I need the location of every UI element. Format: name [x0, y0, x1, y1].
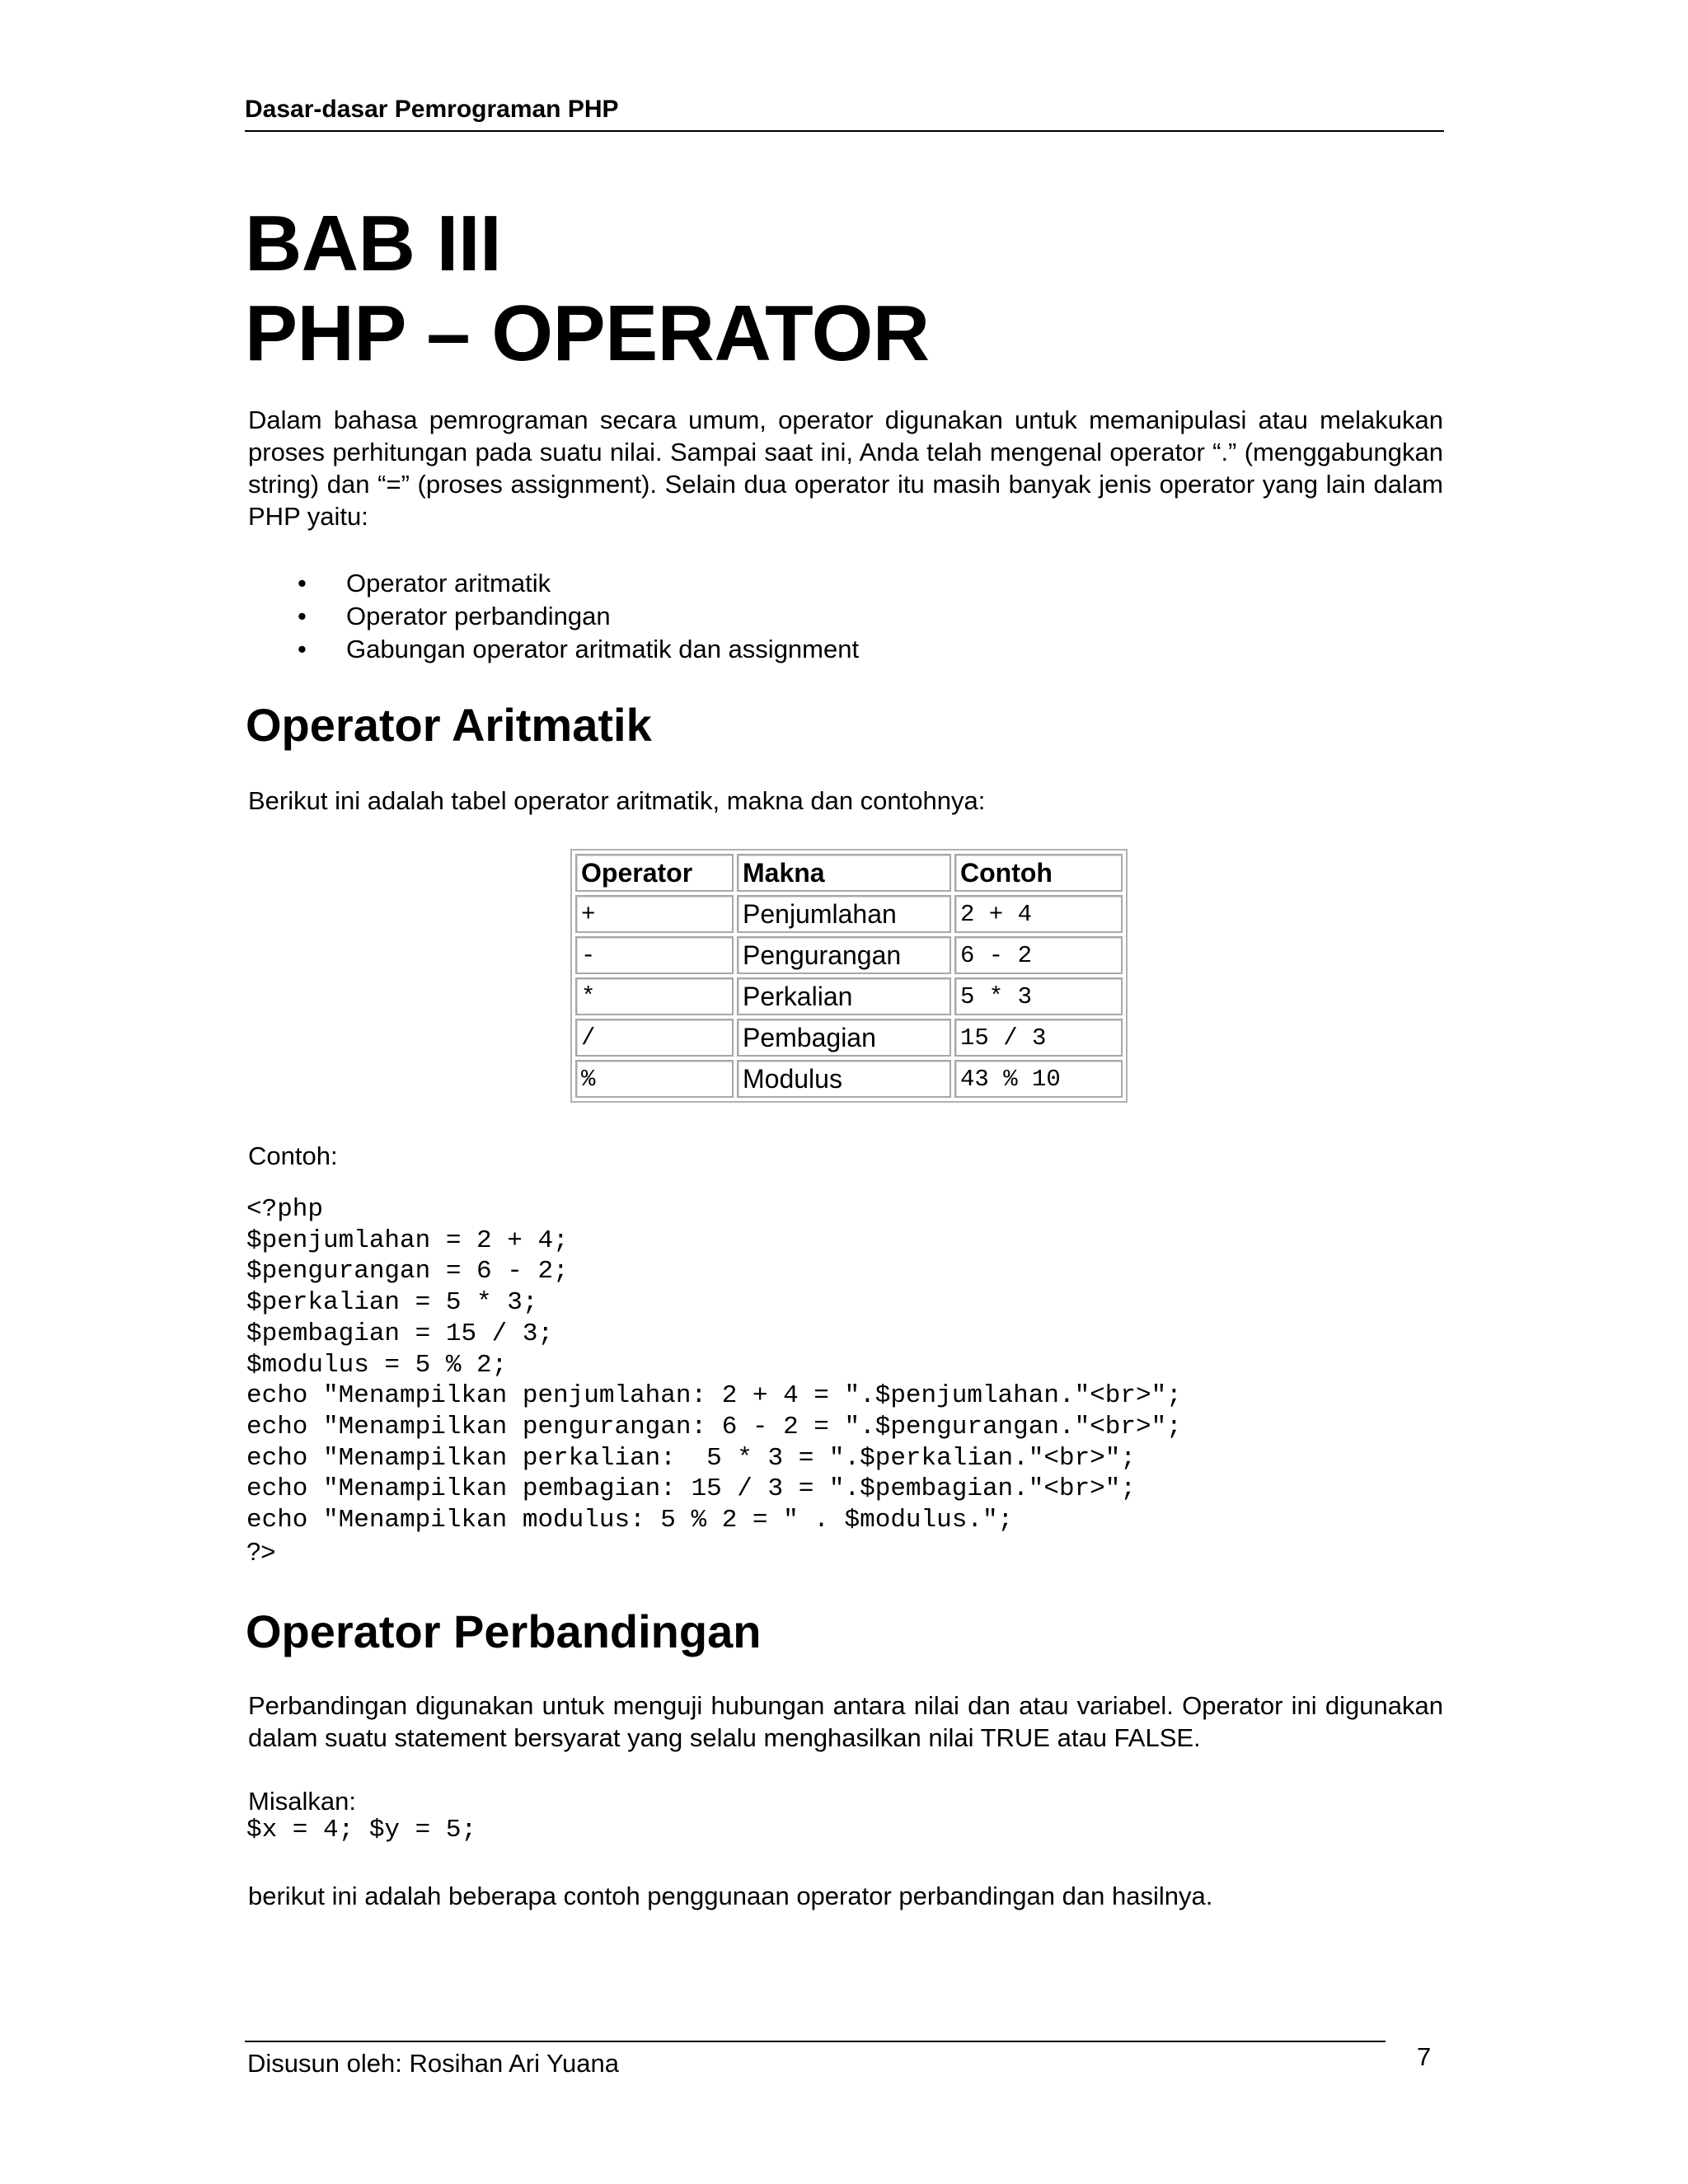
section-heading-perbandingan: Operator Perbandingan [246, 1605, 762, 1657]
table-cell-makna: Modulus [737, 1060, 951, 1098]
table-header-cell: Makna [737, 854, 951, 892]
arithmetic-operator-table [570, 849, 1128, 1103]
running-header: Dasar-dasar Pemrograman PHP [245, 96, 619, 123]
table-header-cell: Operator [575, 854, 734, 892]
operator-type-list [248, 567, 859, 666]
header-rule [245, 130, 1444, 132]
footer-rule [245, 2041, 1386, 2042]
list-item: • Operator perbandingan [248, 600, 859, 633]
list-item: • Operator aritmatik [248, 567, 859, 600]
list-item: • Gabungan operator aritmatik dan assignment [248, 633, 859, 666]
table-cell-makna: Pengurangan [737, 936, 951, 974]
table-row [575, 895, 1123, 933]
table-header-row [575, 854, 1123, 892]
code-closing-tag: ?> [246, 1536, 276, 1566]
bullet-icon: • [298, 569, 307, 598]
table-cell-operator: + [575, 895, 734, 933]
bullet-icon: • [298, 635, 307, 663]
table-cell-operator: / [575, 1019, 734, 1057]
table-cell-operator: - [575, 936, 734, 974]
misalkan-code: $x = 4; $y = 5; [246, 1816, 477, 1844]
table-cell-operator: % [575, 1060, 734, 1098]
table-row [575, 936, 1123, 974]
example-label: Contoh: [248, 1141, 338, 1170]
section-heading-aritmatik: Operator Aritmatik [246, 699, 652, 751]
page-number: 7 [1417, 2042, 1432, 2071]
table-cell-contoh: 43 % 10 [954, 1060, 1123, 1098]
chapter-title: PHP – OPERATOR [245, 289, 930, 377]
php-code-example [246, 1194, 1182, 1569]
table-cell-makna: Pembagian [737, 1019, 951, 1057]
footer-author: Disusun oleh: Rosihan Ari Yuana [247, 2049, 619, 2078]
table-cell-contoh: 15 / 3 [954, 1019, 1123, 1057]
table-cell-contoh: 6 - 2 [954, 936, 1123, 974]
code-body: <?php $penjumlahan = 2 + 4; $pengurangan = 6 - 2; $perkalian = 5 * 3; $pembagian = 15 / 3; $modulus = 5 % 2; echo "Menampilkan penjumlahan: 2 + 4 = ".$penjumlahan."<br>"; echo "Menampilkan pengurangan: 6 - 2 = ".$pengurangan."<br>"; echo "Menampilkan perkalian: 5 * 3 = ".$perkalian."<br>"; echo "Menampilkan pembagian: 15 / 3 = ".$pembagian."<br>"; echo "Menampilkan modulus: 5 % 2 = " . $modulus."; [246, 1195, 1182, 1535]
table-row [575, 1060, 1123, 1098]
table-cell-makna: Penjumlahan [737, 895, 951, 933]
misalkan-label: Misalkan: [248, 1787, 356, 1816]
table-row [575, 1019, 1123, 1057]
table-cell-makna: Perkalian [737, 977, 951, 1015]
table-cell-operator: * [575, 977, 734, 1015]
table-header-cell: Contoh [954, 854, 1123, 892]
table-cell-contoh: 5 * 3 [954, 977, 1123, 1015]
table-cell-contoh: 2 + 4 [954, 895, 1123, 933]
chapter-number: BAB III [245, 199, 502, 288]
intro-paragraph: Dalam bahasa pemrograman secara umum, operator digunakan untuk memanipulasi atau melakukan proses perhitungan pada suatu nilai. Sampai saat ini, Anda telah mengenal operator “.” (menggabungkan string) dan “=” (proses assignment). Selain dua operator itu masih banyak jenis operator yang lain dalam PHP yaitu: [248, 405, 1443, 531]
aritmatik-intro: Berikut ini adalah tabel operator aritmatik, makna dan contohnya: [248, 786, 986, 815]
perbandingan-closing: berikut ini adalah beberapa contoh penggunaan operator perbandingan dan hasilnya. [248, 1882, 1213, 1910]
bullet-icon: • [298, 602, 307, 630]
table-row [575, 977, 1123, 1015]
perbandingan-paragraph: Perbandingan digunakan untuk menguji hubungan antara nilai dan atau variabel. Operator ini digunakan dalam suatu statement bersyarat yang selalu menghasilkan nilai TRUE atau FALSE. [248, 1691, 1443, 1752]
